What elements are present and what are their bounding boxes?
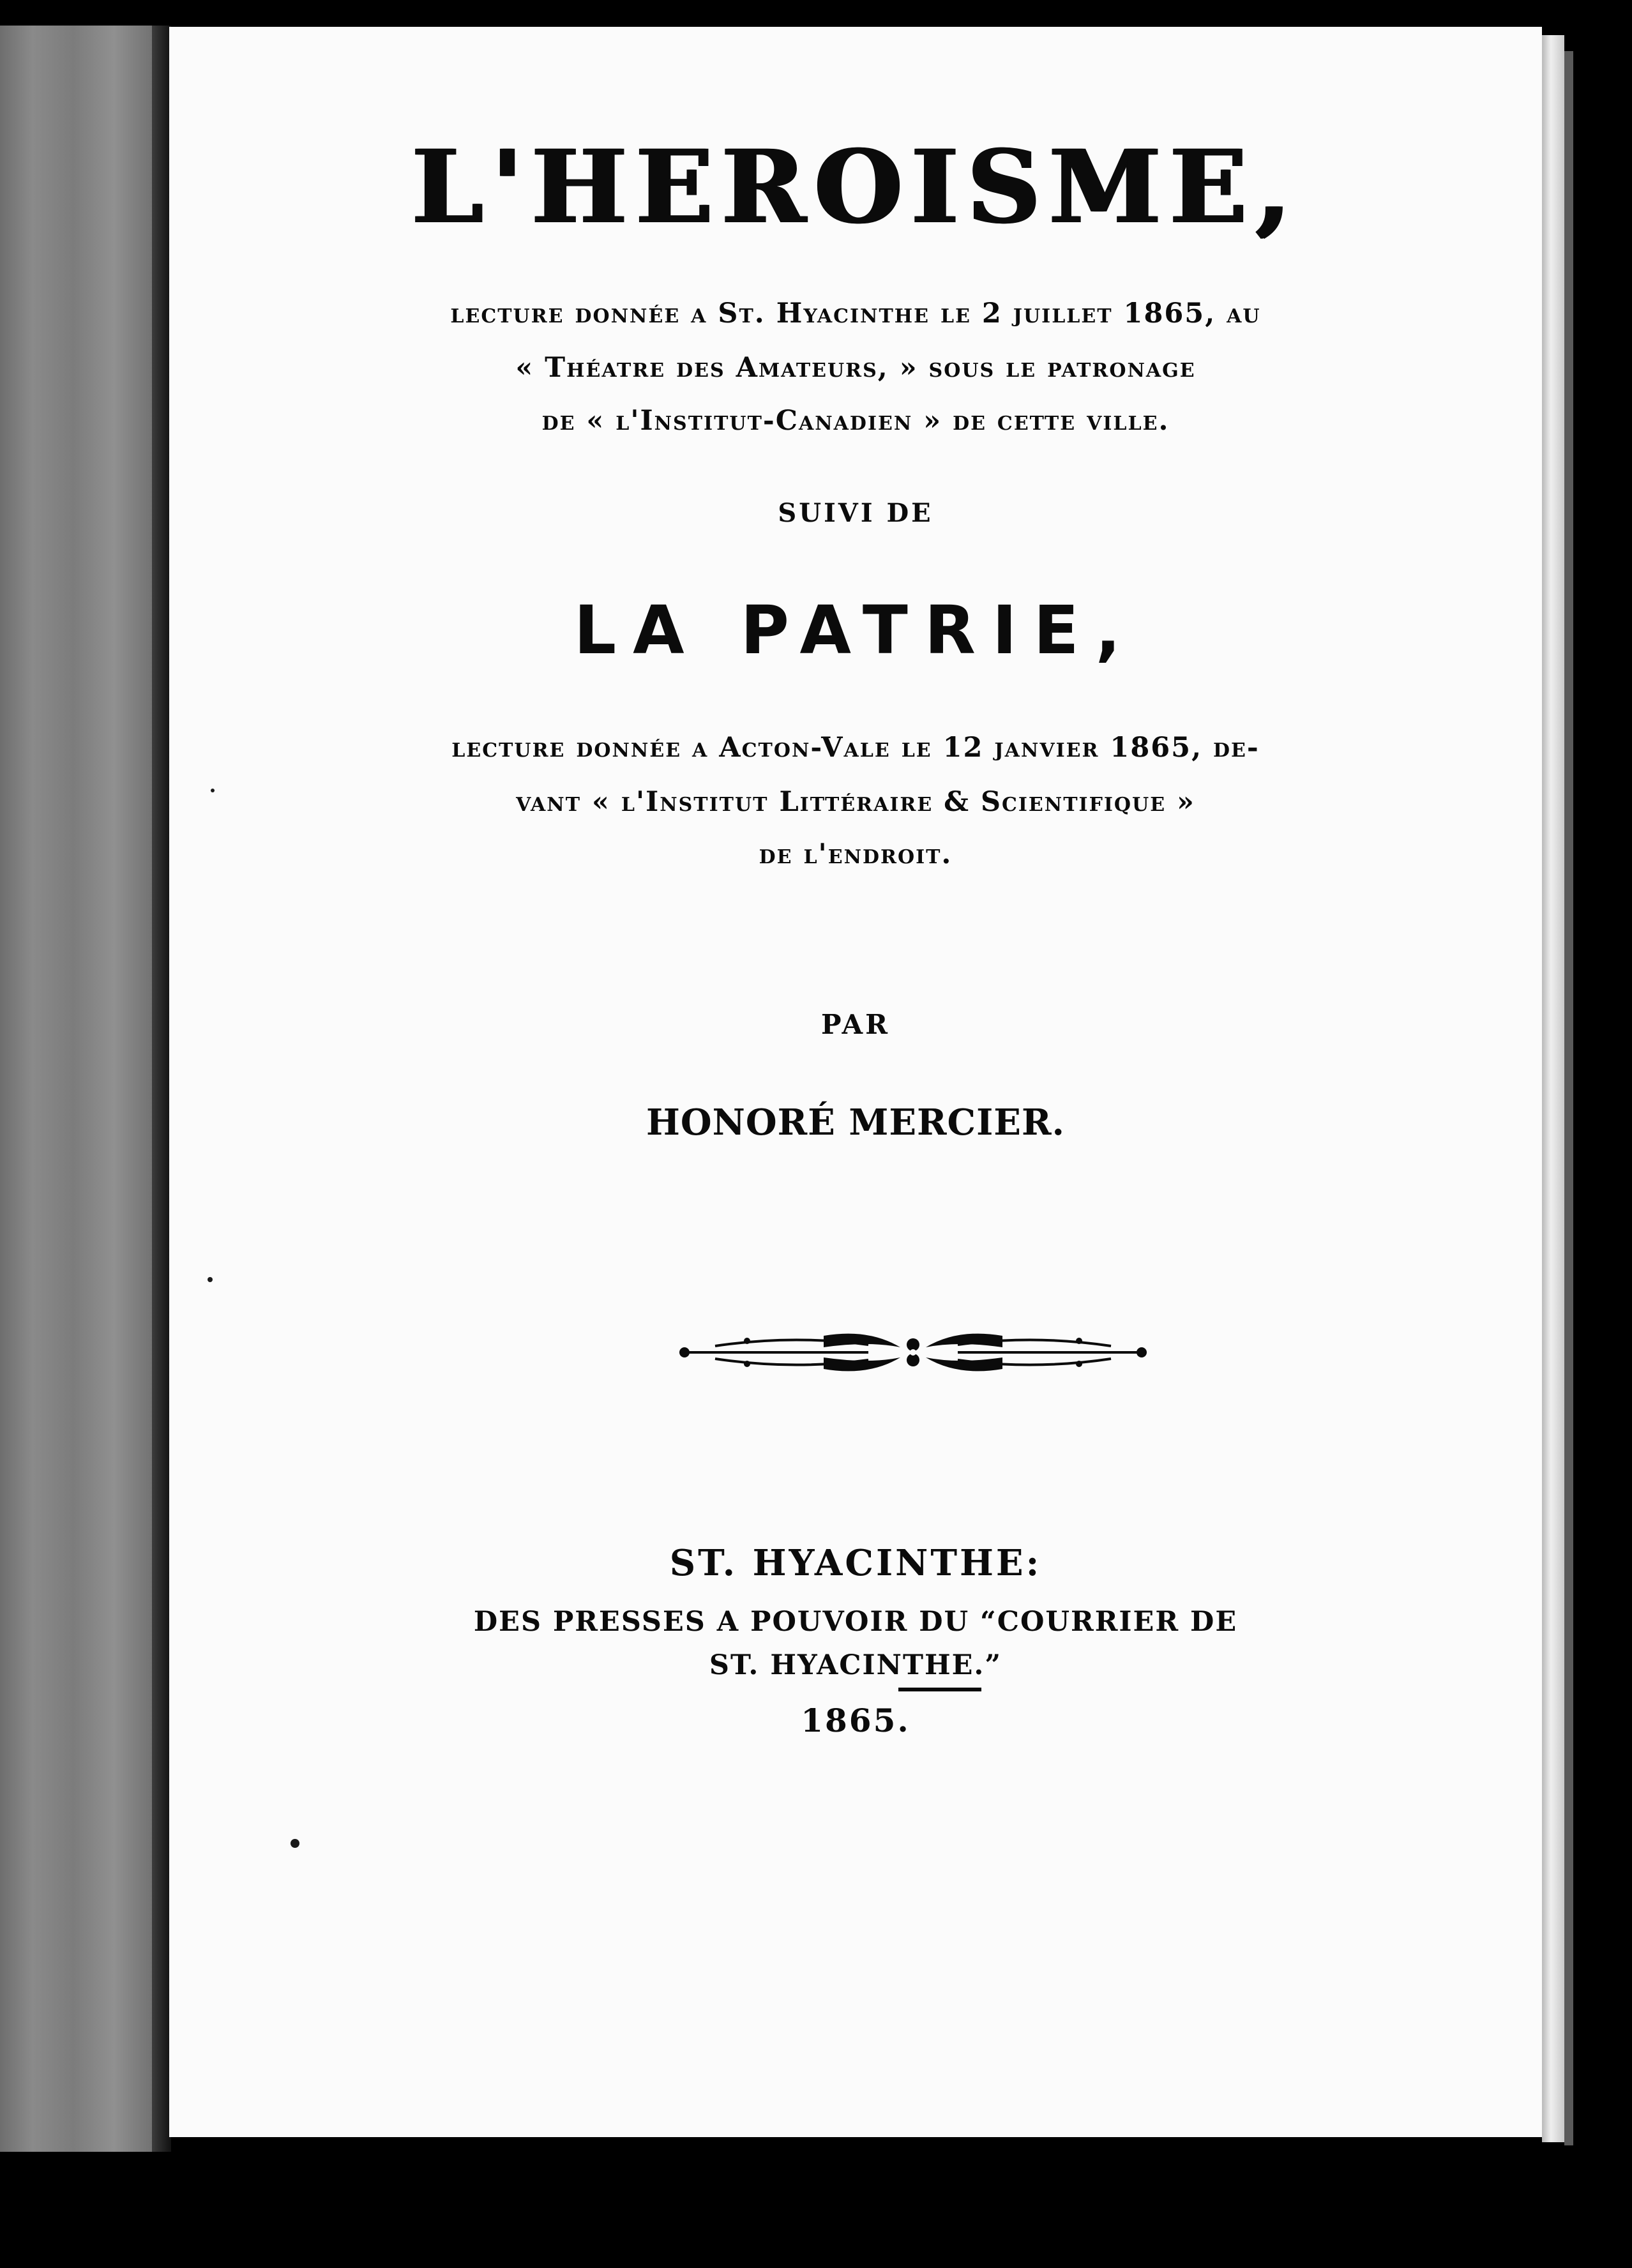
subtitle-2-line-2: vant « l'Institut Littéraire & Scientifique » bbox=[516, 786, 1195, 818]
subtitle-2-line-3: de l'endroit. bbox=[759, 838, 953, 870]
paper-speck bbox=[291, 1839, 299, 1848]
imprint-press-line-1: DES PRESSES A POUVOIR DU “COURRIER DE bbox=[473, 1606, 1238, 1638]
cover-edge bbox=[1564, 51, 1573, 2145]
title-page bbox=[169, 27, 1542, 2137]
by-line: PAR bbox=[820, 1009, 891, 1040]
subtitle-line-1: lecture donnée a St. Hyacinthe le 2 juillet 1865, au bbox=[450, 298, 1261, 329]
main-title: L'HEROISME, bbox=[411, 128, 1300, 246]
imprint-rule bbox=[898, 1688, 981, 1691]
subtitle-line-3: de « l'Institut-Canadien » de cette ville. bbox=[541, 405, 1170, 437]
subtitle-line-2: « Théatre des Amateurs, » sous le patronage bbox=[515, 352, 1196, 384]
paper-speck bbox=[208, 1277, 213, 1282]
second-title: LA PATRIE, bbox=[573, 591, 1138, 669]
imprint-year: 1865. bbox=[801, 1702, 910, 1739]
book-spine bbox=[0, 26, 163, 2152]
connector-text: SUIVI DE bbox=[778, 498, 933, 528]
ornament-icon bbox=[677, 1322, 1149, 1379]
imprint-press-line-2: ST. HYACINTHE.” bbox=[709, 1649, 1002, 1681]
spine-shadow bbox=[152, 26, 171, 2152]
imprint-place: ST. HYACINTHE: bbox=[669, 1542, 1042, 1584]
subtitle-2-line-1: lecture donnée a Acton-Vale le 12 janvier 1865, de- bbox=[451, 732, 1260, 764]
page-edges bbox=[1542, 35, 1564, 2142]
paper-speck bbox=[211, 789, 215, 792]
author-name: HONORÉ MERCIER. bbox=[646, 1101, 1066, 1144]
